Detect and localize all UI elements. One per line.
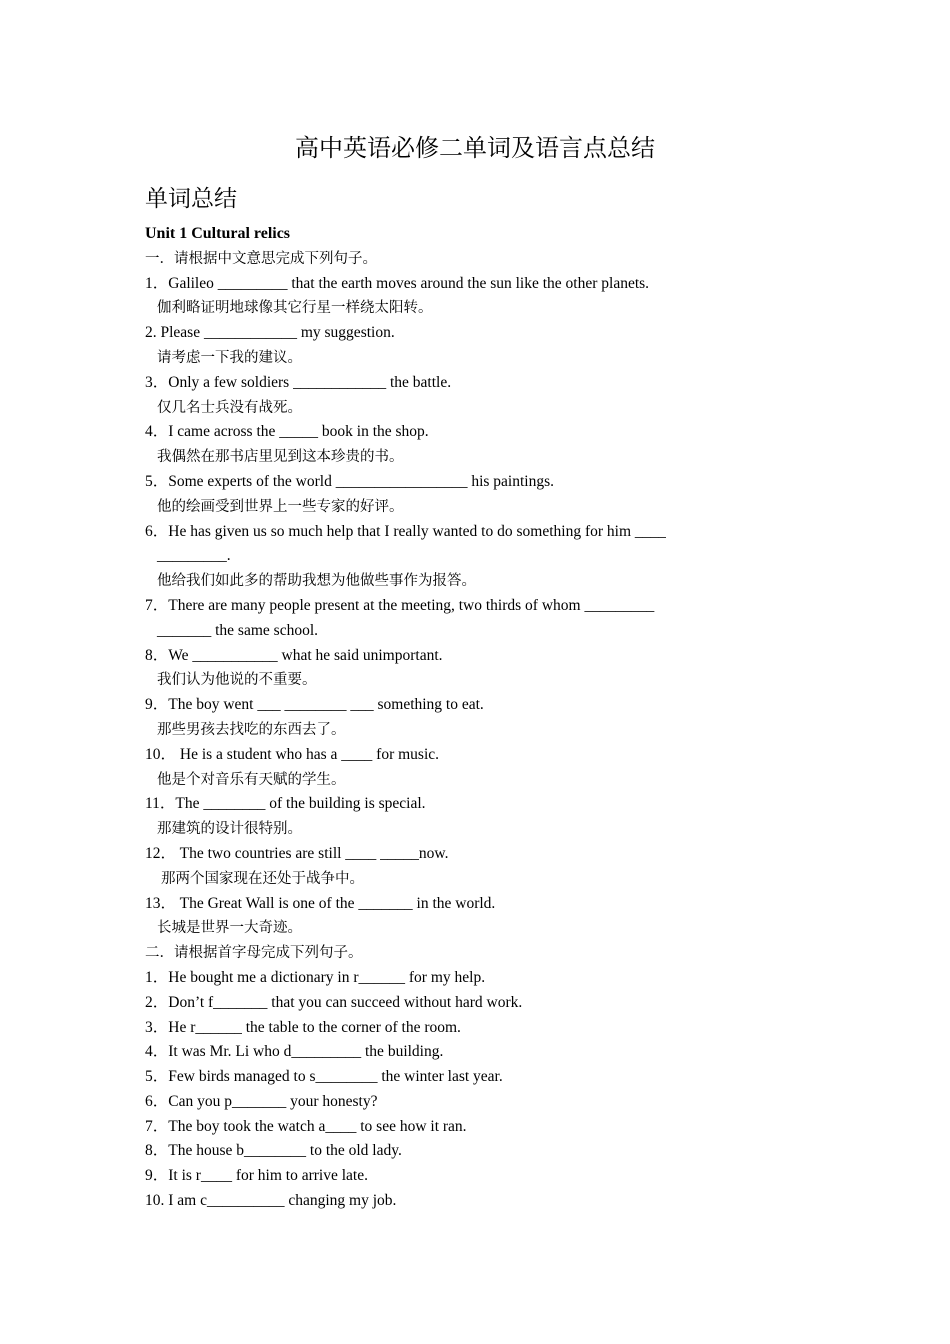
exercise-heading-2: 二．请根据首字母完成下列句子。: [145, 945, 363, 962]
exercise-sentence: 10. I am c__________ changing my job.: [145, 1192, 397, 1210]
translation-line: 我偶然在那书店里见到这本珍贵的书。: [157, 449, 404, 466]
exercise-sentence: 11．The ________ of the building is special.: [145, 795, 426, 813]
exercise-heading-1: 一．请根据中文意思完成下列句子。: [145, 250, 377, 267]
translation-line: 他给我们如此多的帮助我想为他做些事作为报答。: [157, 573, 476, 590]
translation-line: 请考虑一下我的建议。: [157, 349, 302, 366]
exercise-sentence: 8．We ___________ what he said unimportant.: [145, 646, 443, 664]
exercise-sentence: 5．Some experts of the world _________________ his paintings.: [145, 472, 554, 490]
exercise-sentence: 7．The boy took the watch a____ to see how it ran.: [145, 1117, 467, 1135]
exercise-sentence: 9．The boy went ___ ________ ___ something to eat.: [145, 696, 484, 714]
exercise-sentence-continuation: _______ the same school.: [157, 621, 319, 639]
exercise-sentence: 1．Galileo _________ that the earth moves around the sun like the other planets.: [145, 274, 650, 292]
exercise-sentence: 2．Don’t f_______ that you can succeed without hard work.: [145, 993, 523, 1011]
document-title: 高中英语必修二单词及语言点总结: [295, 134, 655, 162]
translation-line: 那些男孩去找吃的东西去了。: [157, 721, 346, 738]
exercise-sentence: 2. Please ____________ my suggestion.: [145, 324, 395, 342]
translation-line: 长城是世界一大奇迹。: [157, 920, 302, 937]
translation-line: 他的绘画受到世界上一些专家的好评。: [157, 498, 404, 515]
translation-line: 仅几名士兵没有战死。: [157, 399, 302, 416]
exercise-sentence: 7．There are many people present at the meeting, two thirds of whom _________: [145, 596, 655, 614]
translation-line: 那两个国家现在还处于战争中。: [161, 870, 364, 887]
exercise-sentence: 3．Only a few soldiers ____________ the battle.: [145, 373, 452, 391]
exercise-sentence: 1．He bought me a dictionary in r______ for my help.: [145, 968, 486, 986]
exercise-sentence: 8．The house b________ to the old lady.: [145, 1142, 402, 1160]
translation-line: 伽利略证明地球像其它行星一样绕太阳转。: [157, 300, 433, 317]
exercise-sentence: 10． He is a student who has a ____ for music.: [145, 745, 440, 763]
exercise-sentence: 6．Can you p_______ your honesty?: [145, 1092, 378, 1110]
exercise-sentence: 12． The two countries are still ____ _____now.: [145, 844, 449, 862]
exercise-sentence: 13． The Great Wall is one of the _______ in the world.: [145, 894, 496, 912]
exercise-sentence: 4．I came across the _____ book in the shop.: [145, 423, 429, 441]
section-heading: 单词总结: [145, 186, 237, 212]
exercise-sentence: 5．Few birds managed to s________ the winter last year.: [145, 1068, 503, 1086]
exercise-sentence: 3．He r______ the table to the corner of the room.: [145, 1018, 461, 1036]
exercise-sentence: 6．He has given us so much help that I really wanted to do something for him ____: [145, 522, 666, 540]
translation-line: 我们认为他说的不重要。: [157, 672, 317, 689]
exercise-sentence: 9．It is r____ for him to arrive late.: [145, 1167, 368, 1185]
unit-heading: Unit 1 Cultural relics: [145, 225, 291, 242]
translation-line: 那建筑的设计很特别。: [157, 821, 302, 838]
exercise-sentence: 4．It was Mr. Li who d_________ the building.: [145, 1043, 444, 1061]
document-body: [145, 180, 765, 1214]
translation-line: 他是个对音乐有天赋的学生。: [157, 771, 346, 788]
exercise-sentence-continuation: _________.: [157, 547, 231, 565]
